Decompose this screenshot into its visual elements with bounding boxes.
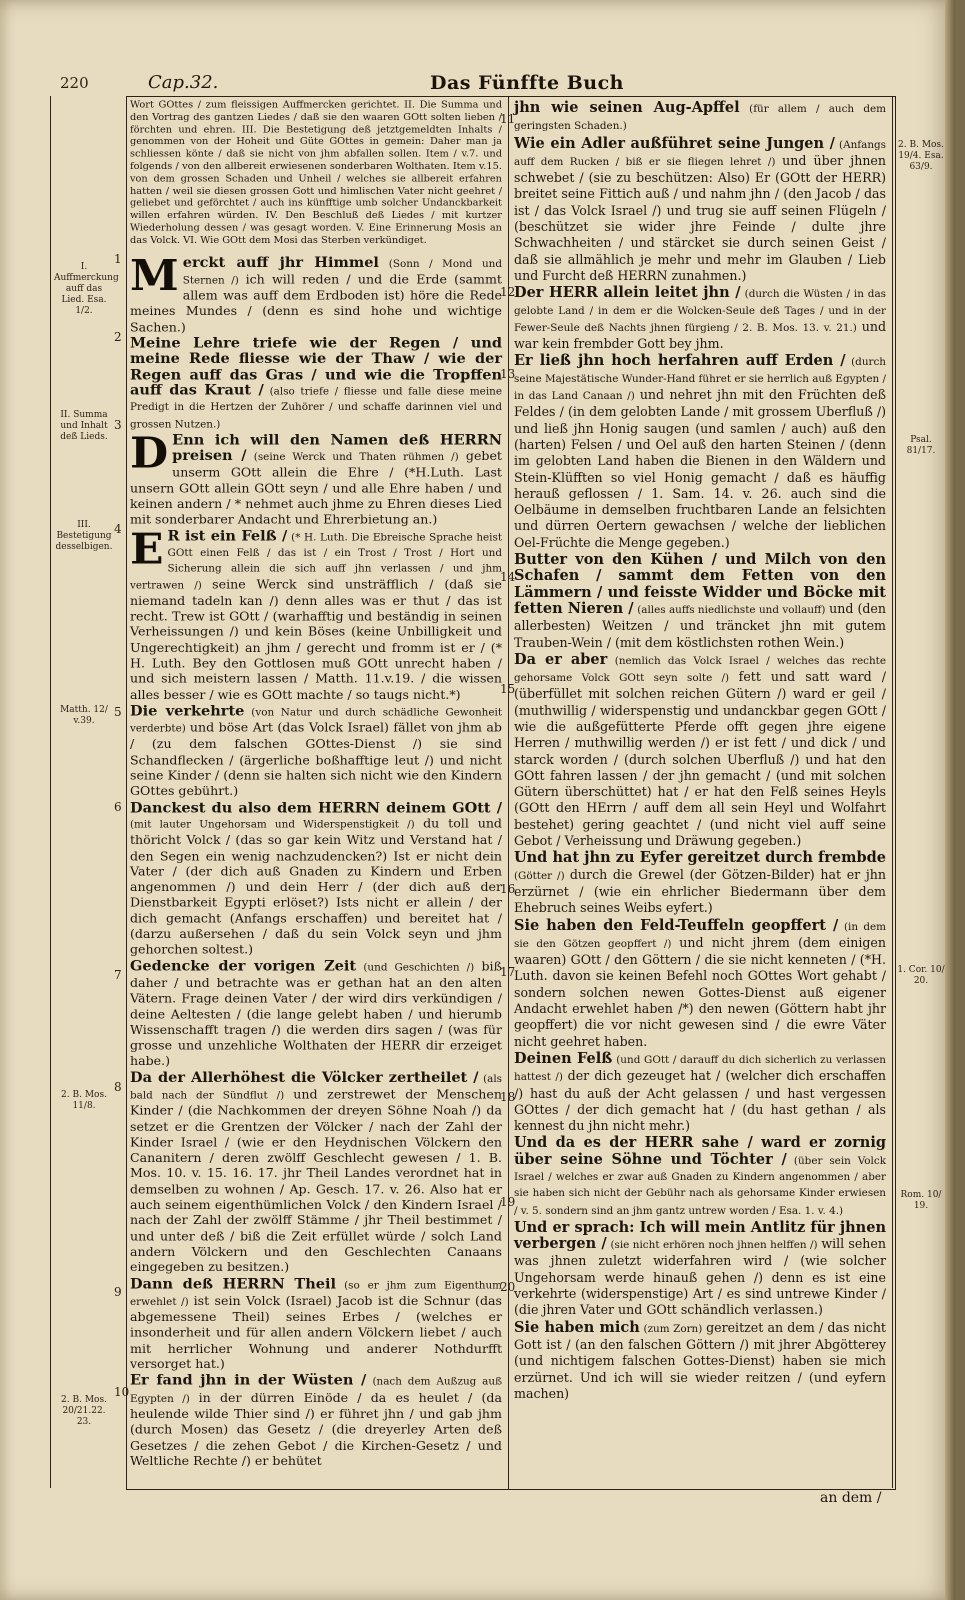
verse-gloss: (und GOtt / darauff du dich sicherlich zu verlassen hattest /) — [514, 1053, 886, 1084]
verse-continuation: will sehen was jhnen zuletzt widerfahren wird / (wie solcher Ungehorsam werde hinauß gehen /) denn es ist eine verkehrte (widerspenstige) Art / es sind untrewe Kinder / (die jhren Vater und GOtt schändlich verlassen.) — [514, 1236, 886, 1318]
verse-number: 10 — [114, 1385, 130, 1399]
verse-paragraph — [130, 1277, 502, 1373]
verse-main-text: Und hat jhn zu Eyfer gereitzet durch frembde — [514, 849, 886, 867]
drop-capital: M — [130, 251, 179, 301]
verse-continuation: in der dürren Einöde / da es heulet / (da heulende wilde Thier sind /) er führet jhn / und gab jhm (durch Mosen) das Gesetz / (die dreyerley Arten deß Gesetzes / die zehen Gebot / die Kirchen-Gesetz / und Weltliche Rechte /) er behütet — [130, 1389, 502, 1468]
verse-paragraph — [130, 524, 503, 703]
verse-gloss: (und Geschichten /) — [363, 961, 475, 974]
verse-continuation: du toll und thöricht Volck / (das so gar kein Witz und Verstand hat / den Segen ein wenig nachzudencken?) Ist er nicht dein Vater / (der dich auß Gnaden zu Kindern und Erben angenommen /) und dein Herr / (der dich auß der Dienstbarkeit Egypti erlöset?) Ists nicht er allein / der dich gemacht (Anfangs erschaffen) und bereitet hat / (darzu außersehen / daß du sein Volck seyn und jhm gehorchen soltest.) — [130, 816, 502, 957]
right-margin-note: Psal. 81/17. — [906, 435, 936, 456]
verse-number: 17 — [500, 965, 516, 979]
verse-paragraph — [130, 1373, 502, 1469]
verse-gloss: (von Natur und durch schädliche Gewonheit verderbte) — [130, 706, 502, 735]
verse-gloss: (so er jhm zum Eigenthum erwehlet /) — [130, 1279, 502, 1308]
outer-left-rule — [50, 96, 51, 1488]
verse-gloss: (in dem sie den Götzen geopffert /) — [514, 920, 886, 950]
verse-paragraph — [514, 285, 886, 352]
verse-gloss: (nemlich das Volck Israel / welches das rechte gehorsame Volck GOtt seyn solte /) — [514, 654, 886, 685]
verse-continuation: der dich gezeuget hat / (welcher dich erschaffen /) hast du auß der Acht gelassen / und hast vergessen GOttes / der dich gemacht hat / (du hast gethan / als kennest du jhn nicht mehr.) — [514, 1068, 886, 1134]
verse-continuation: und nehret jhn mit den Früchten deß Feldes / (in dem gelobten Lande / mit grossem Uberfluß /) und ließ jhn Honig saugen (und samlen / auch) auß den (harten) Felsen / und Oel auß den harten Steinen / (denn im gelobten Land haben die Bienen in den Wäldern und Stein-Klüfften so viel Honig gemacht / daß es häuffig herauß geflossen / 1. Sam. 14. v. 26. auch sind die Oelbäume in demselben fruchtbaren Lande an felsichten und dürren Oertern gewachsen / welche der lieblichen Oel-Früchte die Menge gegeben.) — [514, 387, 886, 550]
left-margin-note: I. Auffmerckung auff das Lied. Esa. 1/2. — [54, 262, 119, 316]
verse-number: 20 — [500, 1280, 516, 1294]
verse-continuation: ist sein Volck (Israel) Jacob ist die Schnur (das abgemessene Theil) seines Erbes / (welches er insonderheit und für allen andern Völckern liebet / auch mit herrlicher Wohnung und anderer Nothdurfft versorget hat.) — [130, 1293, 502, 1372]
left-margin-note: Matth. 12/ v.39. — [60, 705, 108, 726]
verse-paragraph — [130, 704, 502, 800]
verse-continuation: und zerstrewet der Menschen Kinder / (die Nachkommen der dreyen Söhne Noah /) da setzet er die Grentzen der Völcker / nach der Zahl der Kinder Israel / (wie er den Heydnischen Völckern den Cananitern / deren zwölff Geschlecht gewesen / 1. B. Mos. 10. v. 15. 16. 17. jhr Theil Landes verordnet hat in demselben zu wohnen / Ap. Gesch. 17. v. 26. Also hat er auch seinem eigenthümlichen Volck / den Kindern Israel / nach der Zahl der zwölff Stämme / jhr Theil bestimmet / und unter deß / biß die Zeit erfüllet würde / solch Land andern Völckern und den Geschlechten Canaans eingegeben zu besitzen.) — [130, 1086, 502, 1275]
verse-number: 13 — [500, 367, 516, 381]
verse-main-text: jhn wie seinen Aug-Apffel — [514, 99, 740, 116]
verse-continuation: und böse Art (das Volck Israel) fället von jhm ab / (zu dem falschen GOttes-Dienst /) sie sind Schandflecken / (ärgerliche boßhafftige leut /) und nicht seine Kinder / (denn sie halten sich nicht wie den Kindern GOttes gebührt.) — [130, 720, 502, 799]
verse-gloss: (durch die Wüsten / in das gelobte Land / in dem er die Wolcken-Seule deß Tages / und in der Fewer-Seule deß Nachts jhnen fürgieng / 2. B. Mos. 13. v. 21.) — [514, 288, 886, 334]
verse-gloss: (sie nicht erhören noch jhnen helffen /) — [610, 1239, 818, 1252]
left-margin-note: III. Bestetigung desselbigen. — [55, 520, 113, 552]
verse-main-text: Er ließ jhn hoch herfahren auff Erden / — [514, 352, 846, 370]
verse-continuation: und war kein frembder Gott bey jhm. — [514, 318, 887, 352]
verse-gloss: (über sein Volck Israel / welches er zwar auß Gnaden zu Kindern angenommen / aber sie haben sich nicht der Gebühr nach als gehorsame Kinder erwiesen / v. 5. sondern sind an jhm gantz untrew worden / Esa. 1. v. 4.) — [514, 1154, 886, 1217]
verse-gloss: (für allem / auch dem geringsten Schaden.) — [514, 103, 887, 133]
verse-gloss: (Anfangs auff dem Rucken / biß er sie fliegen lehret /) — [514, 138, 886, 168]
verse-main-text: Und er sprach: Ich will mein Antlitz für jhnen verbergen / — [514, 1218, 886, 1253]
verse-paragraph — [130, 429, 502, 528]
verse-number: 5 — [114, 705, 122, 719]
verse-paragraph — [130, 959, 502, 1069]
verse-paragraph — [514, 1135, 886, 1218]
verse-paragraph — [514, 918, 886, 1050]
verse-main-text: Meine Lehre triefe wie der Regen / und meine Rede fliesse wie der Thaw / wie der Regen auff das Gras / und wie die Tropffen auff das Kraut / — [130, 335, 502, 399]
verse-main-text: Enn ich will den Namen deß HERRN preisen / — [172, 431, 502, 464]
verse-paragraph — [514, 1220, 886, 1319]
verse-main-text: Gedencke der vorigen Zeit — [130, 957, 357, 975]
verse-gloss: (nach dem Außzug auß Egypten /) — [130, 1376, 503, 1405]
verse-number: 7 — [114, 968, 122, 982]
verse-number: 4 — [114, 522, 122, 536]
verse-main-text: Butter von den Kühen / und Milch von den Schafen / sammt dem Fetten von den Lämmern / und feisste Widder und Böcke mit fetten Nieren / — [514, 551, 886, 617]
right-column — [514, 100, 886, 1403]
chapter-label: Cap.32. — [148, 72, 219, 93]
verse-gloss: (also triefe / fliesse und falle diese meine Predigt in die Hertzen der Zuhörer / und schaffe darinnen viel und grossen Nutzen.) — [130, 386, 502, 430]
page-edge — [945, 0, 955, 1600]
verse-number: 14 — [500, 570, 516, 584]
verse-continuation: und (den allerbesten) Weitzen / und träncket jhn mit gutem Trauben-Wein / (mit dem köstlichsten rothen Wein.) — [514, 600, 886, 650]
verse-main-text: Deinen Felß — [514, 1049, 613, 1067]
verse-continuation: seine Werck sind unsträfflich / (daß sie niemand tadeln kan /) denn alles was er thut / das ist recht. Trew ist GOtt / (warhafftig und beständig in seinen Verheissungen /) und kein Böses (keine Unbilligkeit und Ungerechtigkeit) an jhm / gerecht und fromm ist er / (* H. Luth. Bey den Gottlosen muß GOtt unrecht haben / und sich meistern lassen / Matth. 11.v.19. / die wissen alles besser / wie es GOtt machte / so taugs nicht.*) — [130, 576, 502, 702]
verse-number: 15 — [500, 682, 516, 696]
left-margin-note: 2. B. Mos. 11/8. — [61, 1090, 107, 1111]
verse-paragraph — [514, 1051, 886, 1134]
left-column — [130, 100, 502, 1470]
verse-number: 18 — [500, 1090, 516, 1104]
left-margin-note: 2. B. Mos. 20/21.22. 23. — [61, 1395, 107, 1427]
verse-paragraph — [130, 800, 502, 957]
verse-number: 12 — [500, 285, 516, 299]
book-title: Das Fünffte Buch — [430, 72, 624, 94]
verse-main-text: R ist ein Felß / — [167, 527, 288, 545]
verse-main-text: Die verkehrte — [130, 702, 245, 720]
verse-main-text: Danckest du also dem HERRN deinem GOtt / — [130, 799, 502, 816]
verse-paragraph — [130, 336, 502, 432]
verse-paragraph — [514, 136, 886, 285]
verse-main-text: Wie ein Adler außführet seine Jungen / — [514, 134, 835, 152]
verse-main-text: Da er aber — [514, 650, 608, 668]
verse-gloss: (seine Werck und Thaten rühmen /) — [253, 451, 459, 463]
verse-number: 1 — [114, 252, 122, 266]
verse-gloss: (* H. Luth. Die Ebreische Sprache heist GOtt einen Felß / das ist / ein Trost / Trost / Hort und Sicherung allein die sich auff jhn verlassen / und jhm vertrawen /) — [130, 531, 503, 592]
verse-continuation: durch die Grewel (der Götzen-Bilder) hat er jhn erzürnet / (wie ein ehrlicher Biedermann über dem Ehebruch seines Weibs eyfert.) — [514, 866, 887, 916]
verse-continuation: gereitzet an dem / das nicht Gott ist / (an den falschen Göttern /) mit jhrer Abgötterey (und nichtigem falschen Gottes-Dienst) haben sie mich erzürnet. Und ich will sie wieder reitzen / (und eyfern machen) — [514, 1319, 886, 1401]
left-margin-note: II. Summa und Inhalt deß Lieds. — [60, 410, 108, 442]
verse-number: 19 — [500, 1195, 516, 1209]
verse-main-text: erckt auff jhr Himmel — [182, 254, 379, 271]
page-number: 220 — [60, 74, 89, 92]
verse-paragraph — [514, 850, 886, 916]
verse-paragraph — [130, 1070, 502, 1275]
drop-capital: D — [130, 429, 169, 479]
verse-paragraph — [130, 251, 503, 335]
drop-capital: E — [130, 524, 164, 574]
chapter-summary: Wort GOttes / zum fleissigen Auffmercken gerichtet. II. Die Summa und den Vortrag des gantzen Liedes / daß sie den waaren GOtt solten lieben / förchten und ehren. III. Die Bestetigung deß jetztgemeldten Inhalts / genommen von der Hoheit und Güte GOttes in gemein: Daher man ja schliessen könte / daß sie nicht von jhm abfallen sollen. Item / v.7. und folgends / von den allbereit erwiesenen sonderbaren Wolthaten. Item v.15. von dem grossen Schaden und Unheil / welches sie allbereit erfahren hatten / weil sie diesen grossen Gott und himlischen Vater nicht geehret / geliebet und geförchtet / auch ins künfftige umb solcher Undanckbarkeit willen erfahren würden. IV. Den Beschluß deß Liedes / mit kurtzer Wiederholung dessen / was gesagt worden. V. Eine Erinnerung Mosis an das Volck. VI. Wie GOtt dem Mosi das Sterben verkündiget. — [130, 100, 502, 246]
right-margin-note: 2. B. Mos. 19/4. Esa. 63/9. — [898, 140, 944, 172]
verse-main-text: Und da es der HERR sahe / ward er zornig über seine Söhne und Töchter / — [514, 1134, 886, 1168]
verse-number: 8 — [114, 1080, 122, 1094]
verse-paragraph — [514, 552, 886, 651]
verse-continuation: ich will reden / und die Erde (sammt allem was auff dem Erdboden ist) höre die Rede meines Mundes / (denn es sind hohe und wichtige Sachen.) — [130, 271, 502, 334]
verse-paragraph — [514, 353, 886, 551]
verse-gloss: (durch seine Majestätische Wunder-Hand führet er sie herrlich auß Egypten / in das Land Canaan /) — [514, 356, 886, 403]
verse-number: 2 — [114, 330, 122, 344]
verse-number: 6 — [114, 800, 122, 814]
running-header — [60, 72, 890, 98]
verse-gloss: (Götter /) — [514, 869, 565, 882]
verse-continuation: fett und satt ward / (überfüllet mit solchen reichen Gütern /) ward er geil / (muthwillig / widerspenstig und undanckbar gegen GOtt / wie die außgefütterte Pferde offt gegen jhre eigene Herren / muthwillig werden /) er ist fett / und dick / und starck worden / (durch solchen Uberfluß /) und hat den GOtt fahren lassen / der jhn gemacht / (und mit solchen Gütern überschüttet) hat / er hat den Felß seines Heyls (GOtt den HErrn / auff dem all sein Heyl und Wolfahrt bestehet) gering geachtet / (und nicht viel auff seine Gebot / Verheissung und Dräwung gegeben.) — [514, 669, 886, 849]
verse-gloss: (als bald nach der Sündflut /) — [130, 1073, 502, 1102]
verse-gloss: (mit lauter Ungehorsam und Widerspenstigkeit /) — [130, 818, 415, 831]
verse-number: 11 — [500, 112, 516, 126]
verse-number: 3 — [114, 418, 122, 432]
verse-main-text: Er fand jhn in der Wüsten / — [130, 1372, 367, 1389]
right-margin-note: Rom. 10/ 19. — [900, 1190, 942, 1211]
catchword: an dem / — [820, 1490, 882, 1506]
verse-continuation: gebet unserm GOtt allein die Ehre / (*H.Luth. Last unsern GOtt allein GOtt seyn / und alle Ehre haben / und keinen andern / * nehmet auch jhme zu Ehren dieses Lied mit sonderbarer Andacht und Ehrerbietung an.) — [130, 448, 502, 527]
verse-main-text: Der HERR allein leitet jhn / — [514, 284, 741, 302]
verse-gloss: (Sonn / Mond und Sternen /) — [182, 257, 503, 287]
verse-main-text: Sie haben den Feld-Teuffeln geopffert / — [514, 916, 839, 934]
verse-number: 9 — [114, 1285, 122, 1299]
verse-gloss: (alles auffs niedlichste und vollauff) — [637, 603, 826, 616]
verse-main-text: Dann deß HERRN Theil — [130, 1275, 336, 1292]
verse-continuation: und nicht jhrem (dem einigen waaren) GOtt / den Göttern / die sie nicht kenneten / (*H. Luth. davon sie keinen Befehl noch GOttes Wort gehabt / sondern solchen newen Gottes-Dienst auß eigener Andacht erwehlet haben /*) den newen (Göttern habt jhr geopffert) die vor nicht gewesen sind / die ewre Väter nicht geehret haben. — [514, 934, 886, 1049]
verse-continuation: biß daher / und betrachte was er gethan hat an den alten Vätern. Frage deinen Vater / der wird dirs verkündigen / deine Aeltesten / (die lange gelebt haben / und hierumb Wissenschafft tragen /) die werden dirs sagen / (was für grosse und unzehliche Wolthaten der HERR dir erzeiget habe.) — [130, 958, 502, 1069]
verse-paragraph — [514, 100, 886, 135]
verse-paragraph — [514, 1320, 886, 1402]
right-margin-note: 1. Cor. 10/ 20. — [897, 965, 945, 986]
verse-main-text: Da der Allerhöhest die Völcker zertheilet / — [130, 1069, 479, 1086]
verse-paragraph — [514, 652, 886, 850]
verse-main-text: Sie haben mich — [514, 1318, 640, 1336]
verse-number: 16 — [500, 882, 516, 896]
verse-gloss: (zum Zorn) — [643, 1322, 703, 1335]
verse-continuation: und über jhnen schwebet / (sie zu beschützen: Also) Er (GOtt der HERR) breitet seine Fittich auß / und nahm jhn / (den Jacob / das ist / das Volck Israel /) und trug sie auff seinen Flügeln / (beschützet sie wider jhre Feinde / dulte jhre Schwachheiten / und stärcket sie durch seinen Geist / daß sie allmählich je mehr und mehr im Glauben / Lieb und Furcht deß HERRN zunahmen.) — [514, 152, 886, 283]
